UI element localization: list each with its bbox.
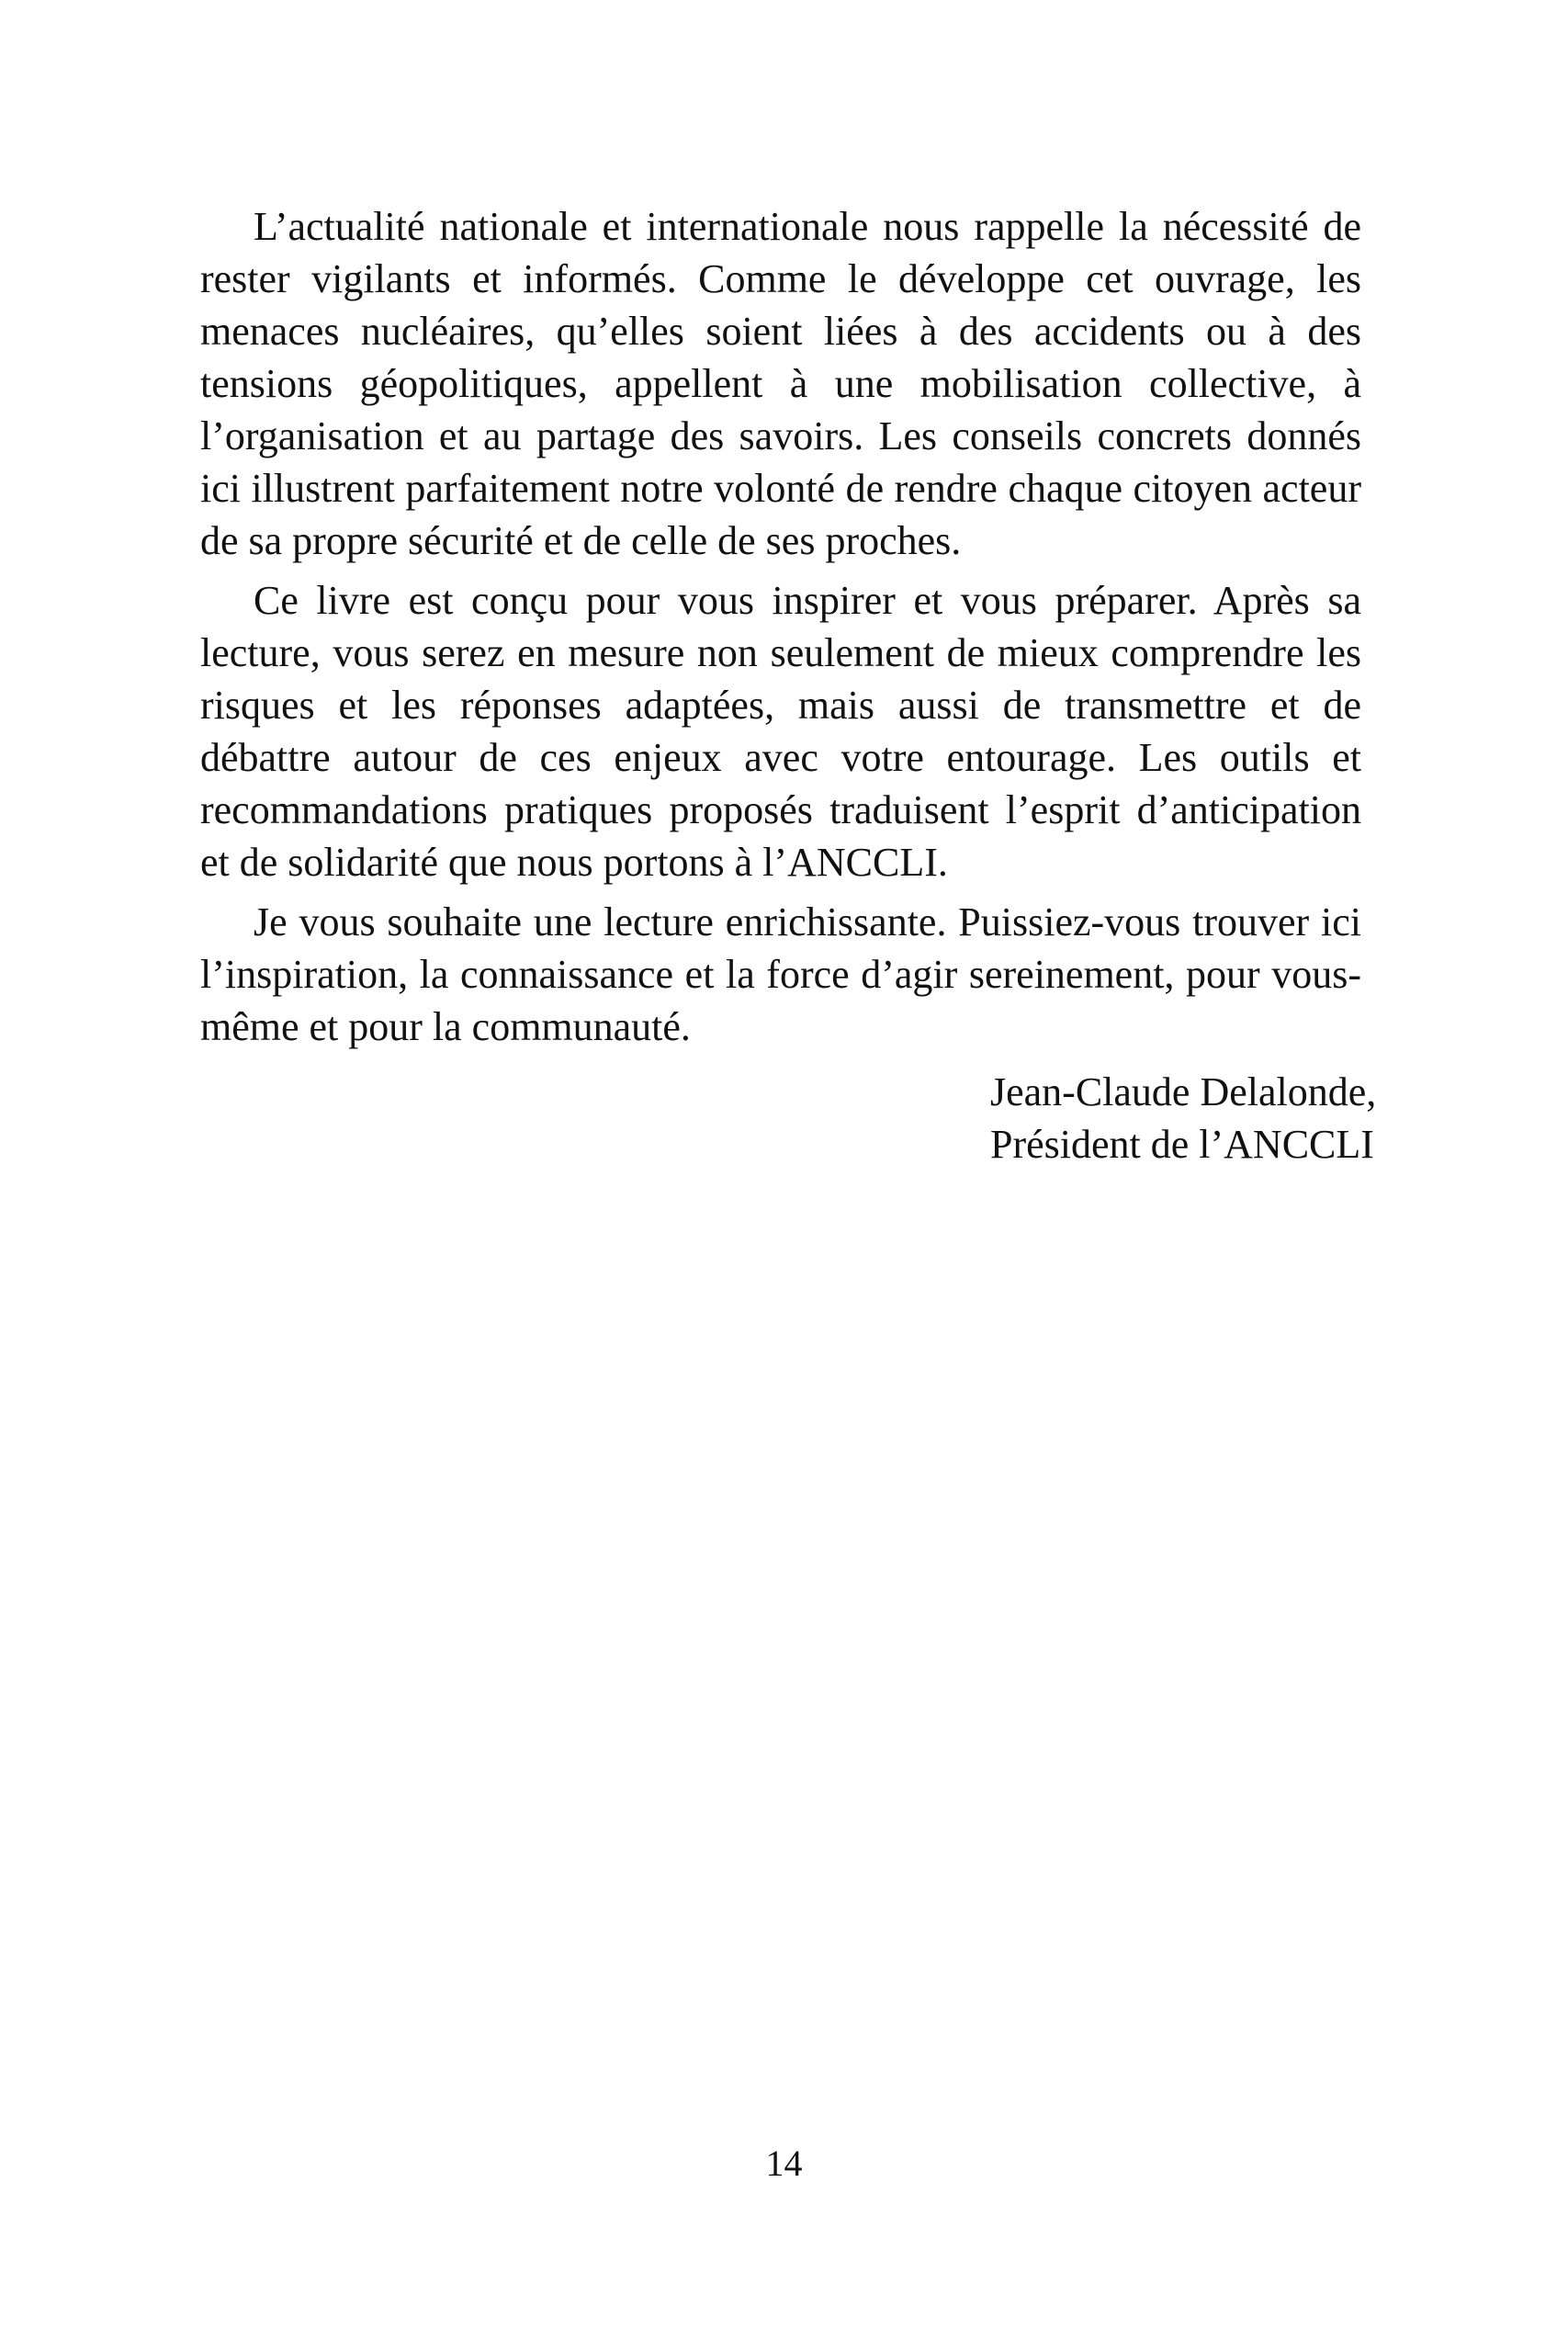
body-text <box>200 200 1361 1060</box>
signature-block <box>990 1066 1376 1170</box>
signature-role: Président de l’ANCCLI <box>990 1122 1374 1167</box>
paragraph-1: L’actualité nationale et internationale nous rappelle la nécessité de rester vigilants et informés. Comme le développe cet ouvrage, les menaces nucléaires, qu’elles soient liées à des accidents ou à des tensions géopolitiques, appellent à une mobilisation collective, à l’organisation et au partage des savoirs. Les conseils concrets donnés ici illustrent parfaitement notre volonté de rendre chaque citoyen acteur de sa propre sécurité et de celle de ses proches. <box>200 204 1361 563</box>
paragraph-3: Je vous souhaite une lecture enrichissante. Puissiez-vous trouver ici l’inspiration, la connaissance et la force d’agir sereinement, pour vous-même et pour la communauté. <box>200 899 1361 1049</box>
page-number: 14 <box>765 2143 803 2184</box>
paragraph-2: Ce livre est conçu pour vous inspirer et vous préparer. Après sa lecture, vous serez en mesure non seulement de mieux comprendre les risques et les réponses adaptées, mais aussi de transmettre et de débattre autour de ces enjeux avec votre entourage. Les outils et recommandations pratiques proposés traduisent l’esprit d’anticipation et de solidarité que nous portons à l’ANCCLI. <box>200 578 1361 885</box>
signature-name: Jean-Claude Delalonde, <box>990 1069 1377 1114</box>
